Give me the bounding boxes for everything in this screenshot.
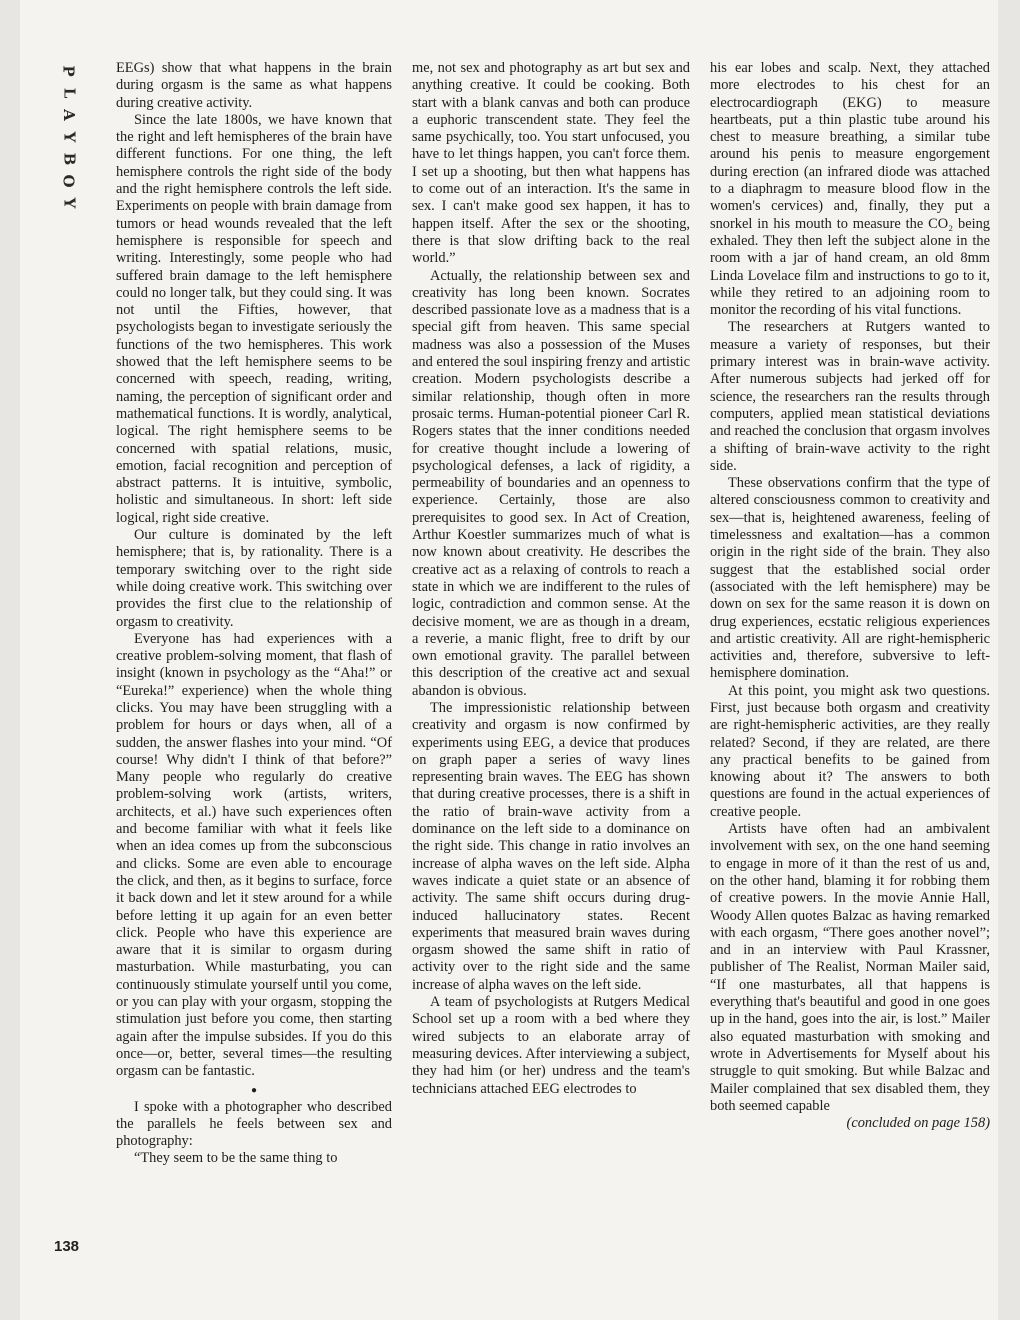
continuation-note: (concluded on page 158) [846, 1115, 990, 1132]
text-column-3 [710, 60, 990, 1132]
paragraph: EEGs) show that what happens in the brain during orgasm is the same as what happens during creative activity. [116, 60, 392, 111]
masthead-letter: A [59, 109, 78, 121]
paragraph: Everyone has had experiences with a creative problem-solving moment, that flash of insight (known in psychology as the “Aha!” or “Eureka!” experience) when the whole thing clicks. You may have been struggling with a problem for hours or days when, all of a sudden, the answer flashes into your mind. “Of course! Why didn't I think of that before?” Many people who regularly do creative problem-solving work (artists, writers, architects, et al.) have such experiences often and become familiar with what it feels like when an idea comes up from the subconscious and clicks. Some are even able to encourage the click, and then, as it begins to surface, force it back down and let it stew around for a while before letting it up again for an even better click. People who have this experience are aware that it is similar to orgasm during masturbation. While masturbating, you can continuously stimulate yourself until you come, or you can play with your orgasm, stopping the stimulation just before you come, then starting again after the impulse subsides. If you do this once—or, better, several times—the resulting orgasm can be fantastic. [116, 630, 392, 1080]
paragraph: The impressionistic relationship between creativity and orgasm is now confirmed by experiments using EEG, a device that produces on graph paper a series of wavy lines representing brain waves. The EEG has shown that during creative processes, there is a shift in the ratio of brain-wave activity from a dominance on the left side to a dominance on the right side. This change in ratio involves an increase of alpha waves on the left side. Alpha waves indicate a quiet state or an absence of activity. The same shift occurs during drug-induced hallucinatory states. Recent experiments that measured brain waves during orgasm showed the same shift in ratio of activity over to the right side and the same increase of alpha waves on the left side. [412, 699, 690, 993]
section-bullet: ● [250, 1084, 258, 1096]
masthead-letter: B [60, 152, 78, 166]
text-column-2 [412, 60, 690, 1098]
paragraph: A team of psychologists at Rutgers Medical School set up a room with a bed where they wired subjects to an elaborate array of measuring devices. After interviewing a subject, they had him (or her) undress and the team's technicians attached EEG electrodes to [412, 994, 690, 1097]
paragraph: Since the late 1800s, we have known that the right and left hemispheres of the brain have different functions. For one thing, the left hemisphere controls the right side of the body and the right hemisphere controls the left side. Experiments on people with brain damage from tumors or head wounds revealed that the left hemisphere is responsible for speech and writing. Interestingly, some people who had suffered brain damage to the left hemisphere could no longer talk, but they could sing. It was not until the Fifties, however, that psychologists began to investigate seriously the functions of the two hemispheres. This work showed that the left hemisphere seems to be concerned with speech, reading, writing, naming, the perception of significant order and mathematical functions. It is wordly, analytical, logical. The right hemisphere seems to be concerned with spatial relations, music, emotion, facial recognition and perception of abstract patterns. It is intuitive, symbolic, holistic and simultaneous. In short: left side logical, right side creative. [116, 111, 392, 526]
paragraph: These observations confirm that the type of altered consciousness common to creativity and sex—that is, heightened awareness, feeling of timelessness and exaltation—has a common origin in the right side of the brain. They also suggest that the established social order (associated with the left hemisphere) may be down on sex for the same reason it is down on drug experiences, ecstatic religious experiences and artistic creativity. All are right-hemispheric activities and, therefore, subversive to left-hemisphere domination. [710, 475, 990, 682]
masthead-letter: Y [60, 131, 78, 143]
text-column-1 [116, 60, 392, 1168]
paragraph: The researchers at Rutgers wanted to measure a variety of responses, but their primary interest was in brain-wave activity. After numerous subjects had jerked off for science, the researchers ran the results through computers, applied mean statistical deviations and reached the conclusion that orgasm involves a shifting of brain-wave activity to the right side. [710, 319, 990, 474]
masthead-letter: P [60, 65, 78, 77]
paragraph: “They seem to be the same thing to [134, 1150, 338, 1167]
paragraph: Our culture is dominated by the left hemisphere; that is, by rationality. There is a temporary switching over to the right side while doing creative work. This switching over provides the first clue to the relationship of orgasm to creativity. [116, 527, 392, 630]
masthead-letter: O [59, 174, 78, 188]
paragraph: Artists have often had an ambivalent involvement with sex, on the one hand seeming to engage in more of it than the rest of us and, on the other hand, blaming it for robbing them of creative powers. In the movie Annie Hall, Woody Allen quotes Balzac as having remarked with each orgasm, “There goes another novel”; and in an interview with Paul Krassner, publisher of The Realist, Norman Mailer said, “If one masturbates, all that happens is everything that's beautiful and good in one goes up in the hand, goes into the air, is lost.” Mailer also equated masturbation with smoking and wrote in Advertisements for Myself about his struggle to quit smoking. But while Balzac and Mailer complained that sex disabled them, they both seemed capable [710, 821, 990, 1114]
paragraph: I spoke with a photographer who described the parallels he feels between sex and photography: [116, 1098, 392, 1150]
masthead-letter: L [59, 87, 78, 99]
paragraph: me, not sex and photography as art but sex and anything creative. It could be cooking. Both start with a blank canvas and both can produce a euphoric transcendent state. They feel the same psychically, too. You start unfocused, you have to let things happen, you can't force them. I set up a shooting, but then what happens has to come out of an interaction. It's the same in sex. I can't make good sex happen, it has to happen itself. After the sex or the shooting, there is that slow drifting back to the real world.” [412, 60, 690, 267]
masthead-letter: Y [60, 197, 78, 209]
page-number: 138 [54, 1238, 80, 1255]
paragraph: his ear lobes and scalp. Next, they attached more electrodes to his chest for an electrocardiograph (EKG) to measure heartbeats, put a thin plastic tube around his chest to measure breathing, a similar tube around his penis to measure engorgement during erection (an infrared diode was attached to a diaphragm to measure blood flow in the women's cervices) and, finally, they put a snorkel in his mouth to measure the CO₂ being exhaled. They then left the subject alone in the room with a jar of hand cream, an old 8mm Linda Lovelace film and instructions to go to it, while they retired to an adjoining room to monitor the recording of his vital functions. [710, 60, 990, 319]
masthead-playboy [58, 60, 80, 214]
magazine-page [20, 0, 998, 1320]
paragraph: Actually, the relationship between sex and creativity has long been known. Socrates described passionate love as a madness that is a special gift from heaven. This same special madness was also a possession of the Muses and entered the soul inspiring frenzy and artistic creation. Modern psychologists describe a similar relationship, though often in more prosaic terms. Human-potential pioneer Carl R. Rogers states that the inner conditions needed for creative thought include a lowering of psychological defenses, a lack of rigidity, a permeability of boundaries and an openness to experience. Certainly, those are also prerequisites to good sex. In Act of Creation, Arthur Koestler summarizes much of what is now known about creativity. He describes the creative act as a relaxing of controls to reach a state in which we are indifferent to the rules of logic, contradiction and common sense. At the decisive moment, we are as though in a dream, a reverie, a manic flight, free to drift by our own emotional gravity. The parallel between this description of the creative act and sexual abandon is obvious. [412, 267, 690, 699]
paragraph: At this point, you might ask two questions. First, just because both orgasm and creativity are right-hemispheric activities, are they really related? Second, if they are related, are there any practical benefits to be gained from knowing about it? The answers to both questions are found in the actual experiences of creative people. [710, 682, 990, 820]
